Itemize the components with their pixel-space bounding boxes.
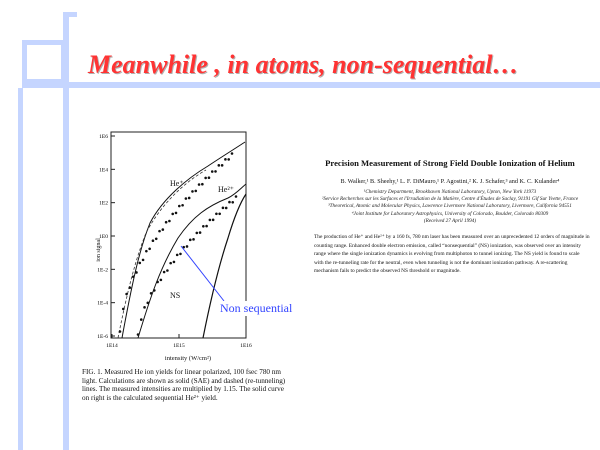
data-point xyxy=(173,261,176,264)
data-point xyxy=(158,230,161,233)
data-point xyxy=(179,253,182,256)
data-point xyxy=(225,207,228,210)
y-tick-label: 1E-2 xyxy=(97,267,108,274)
data-point xyxy=(168,220,171,223)
data-point xyxy=(138,262,141,265)
data-point xyxy=(155,238,158,241)
data-point xyxy=(145,250,148,253)
data-point xyxy=(199,231,202,234)
data-point xyxy=(129,286,132,289)
data-point xyxy=(147,302,150,305)
data-point xyxy=(218,164,221,167)
data-point xyxy=(209,219,212,222)
data-point xyxy=(181,204,184,207)
data-point xyxy=(196,232,199,235)
data-point xyxy=(125,293,128,296)
data-point xyxy=(221,164,224,167)
y-tick-label: 1E4 xyxy=(99,167,108,174)
y-tick-label: 1E-6 xyxy=(97,334,108,340)
received-date: (Received 27 April 1994) xyxy=(423,217,477,224)
affiliation-line: ²Service Recherches sur les Surfaces et l'Irradiation de la Matière, Centre d'Études de Saclay, 91191 Gif Sur Yvette, France xyxy=(321,196,579,203)
data-point xyxy=(148,248,151,251)
x-axis-label: intensity (W/cm²) xyxy=(164,355,212,362)
y-axis-label: ion signal xyxy=(96,238,102,262)
data-point xyxy=(194,190,197,193)
data-point xyxy=(231,201,234,204)
paper-authors: B. Walker,¹ B. Sheehy,¹ L. F. DiMauro,¹ P. Agostini,² K. J. Schafer,³ and K. C. Kulander⁴ xyxy=(340,178,560,185)
data-point xyxy=(169,262,172,265)
data-point xyxy=(140,318,143,321)
data-point xyxy=(160,279,163,282)
figure-caption: FIG. 1. Measured He ion yields for linear polarized, 100 fsec 780 nm light. Calculations are shown as solid (SAE) and dashed (re-tunneling) lines. The measured intensities are multiplied by 1.15. The solid curve on right is the calculated sequential He²⁺ yield. xyxy=(82,368,286,402)
data-point xyxy=(175,212,178,215)
paper-abstract: The production of He⁺ and He²⁺ by a 160 fs, 780 nm laser has been measured over an unprecedented 12 orders of magnitude in counting range. Enhanced double electron emission, called “nonsequential” (NS) ionization, was observed over an intensity range where the single ionization dynamics is evolving from multiphoton to tunnel ionizing. The NS yield is found to scale with the re-tunneling rate for the neutral, even when tunneling is not the dominant ionization pathway. A re-scattering mechanism fails to predict the observed NS threshold or magnitude. xyxy=(314,234,590,275)
data-point xyxy=(132,275,135,278)
paper-title: Precision Measurement of Strong Field Double Ionization of Helium xyxy=(325,158,575,168)
data-point xyxy=(176,254,179,257)
data-point xyxy=(150,292,153,295)
data-point xyxy=(227,158,230,161)
frame-top-bar-2 xyxy=(63,12,77,17)
slide-title: Meanwhile , in atoms, non-sequential… xyxy=(88,50,519,79)
data-point xyxy=(211,170,214,173)
data-point xyxy=(208,176,211,179)
data-point xyxy=(215,212,218,215)
data-point xyxy=(202,225,205,228)
data-point xyxy=(228,201,231,204)
data-point xyxy=(192,238,195,241)
data-point xyxy=(178,205,181,208)
data-point xyxy=(122,308,125,311)
data-point xyxy=(205,225,208,228)
data-point xyxy=(212,219,215,222)
data-point xyxy=(198,183,201,186)
paper-affiliations xyxy=(306,189,594,225)
data-point xyxy=(188,197,191,200)
data-point xyxy=(119,330,122,333)
data-point xyxy=(137,333,140,336)
data-point xyxy=(171,213,174,216)
data-point xyxy=(163,271,166,274)
data-point xyxy=(135,271,138,274)
data-point xyxy=(222,207,225,210)
data-point xyxy=(214,170,217,173)
y-tick-label: 1E6 xyxy=(99,134,108,140)
ns-label: NS xyxy=(170,291,181,300)
data-point xyxy=(165,221,168,224)
he-2plus-label: He²⁺ xyxy=(218,185,234,194)
data-point xyxy=(224,158,227,161)
data-point xyxy=(189,239,192,242)
frame-corner-square xyxy=(22,40,66,84)
data-point xyxy=(204,177,207,180)
x-tick-label: 1E16 xyxy=(240,343,252,349)
data-point xyxy=(153,289,156,292)
affiliation-line: ¹Chemistry Department, Brookhaven National Laboratory, Upton, New York 11973 xyxy=(363,189,537,195)
data-point xyxy=(231,152,234,155)
y-tick-label: 1E0 xyxy=(99,234,108,240)
x-tick-label: 1E14 xyxy=(106,343,118,349)
data-point xyxy=(162,228,165,231)
data-point xyxy=(152,239,155,242)
data-point xyxy=(185,197,188,200)
y-tick-label: 1E2 xyxy=(99,200,108,207)
frame-left-bar-2 xyxy=(18,88,23,450)
data-point xyxy=(142,259,145,262)
data-point xyxy=(218,212,221,215)
affiliation-line: ⁴Joint Institute for Laboratory Astrophysics, University of Colorado, Boulder, Colorado 80309 xyxy=(351,210,549,217)
non-sequential-annotation: Non sequential xyxy=(220,301,293,315)
data-point xyxy=(156,281,159,284)
x-tick-label: 1E15 xyxy=(173,343,185,349)
data-point xyxy=(191,190,194,193)
paper-excerpt xyxy=(306,158,594,276)
he-plus-label: He⁺ xyxy=(170,179,184,188)
data-point xyxy=(201,183,204,186)
data-point xyxy=(143,306,146,309)
affiliation-line: ³Theoretical, Atomic and Molecular Physics, Lawrence Livermore National Laboratory, Livermore, California 94551 xyxy=(328,203,572,210)
data-point xyxy=(235,195,238,198)
frame-top-bar xyxy=(22,82,600,88)
y-tick-label: 1E-4 xyxy=(97,300,108,307)
data-point xyxy=(166,269,169,272)
data-point xyxy=(186,245,189,248)
